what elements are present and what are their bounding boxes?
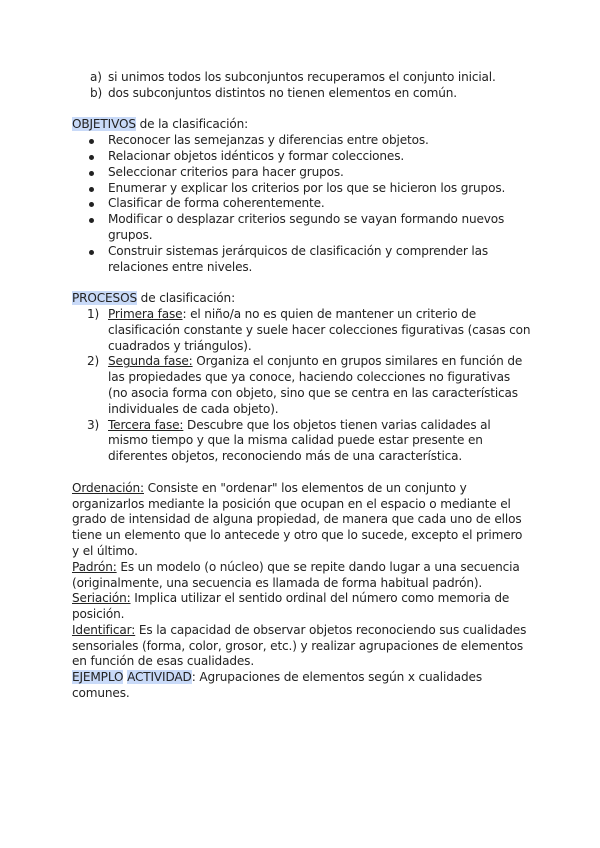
list-item-a [72, 70, 532, 86]
proceso-item-3: 3) Tercera fase: Descubre que los objetos tienen varias calidades al mismo tiempo y que la misma calidad puede estar presente en diferentes objetos, reconociendo más de una característica. [87, 417, 491, 464]
bullet-item: Modificar o desplazar criterios segundo se vayan formando nuevos grupos. [72, 212, 532, 244]
objetivos-heading: OBJETIVOS de la clasificación: [72, 117, 249, 132]
bullet-item: Clasificar de forma coherentemente. [72, 196, 532, 212]
procesos-heading: PROCESOS de clasificación: [72, 291, 235, 306]
list-text: dos subconjuntos distintos no tienen elementos en común. [108, 85, 457, 100]
bullet-item: Reconocer las semejanzas y diferencias entre objetos. [72, 133, 532, 149]
bullet-dot-icon [89, 171, 94, 176]
document-content [72, 70, 532, 702]
proceso-item-2: 2) Segunda fase: Organiza el conjunto en grupos similares en función de las propiedades que ya conoce, haciendo colecciones no figurativas (no asocia forma con objeto, sino que se centra en las características individuales de cada objeto). [87, 354, 523, 416]
bullet-dot-icon [89, 250, 94, 255]
definition-identificar: Identificar: Es la capacidad de observar objetos reconociendo sus cualidades sensoriales (forma, color, grosor, etc.) y realizar agrupaciones de elementos en función de esas cualidades. [72, 622, 527, 669]
proceso-term: Segunda fase: [108, 354, 193, 369]
objetivos-highlight: OBJETIVOS [72, 117, 136, 132]
definition-padron: Padrón: Es un modelo (o núcleo) que se repite dando lugar a una secuencia (originalmente, una secuencia es llamada de forma habitual padrón). [72, 559, 520, 590]
definition-term: Ordenación: [72, 480, 144, 495]
bullet-item: Construir sistemas jerárquicos de clasificación y comprender las relaciones entre niveles. [72, 244, 532, 276]
definition-ordenacion: Ordenación: Consiste en "ordenar" los elementos de un conjunto y organizarlos mediante la posición que ocupan en el espacio o mediante el grado de intensidad de alguna propiedad, de manera que cada uno de ellos tiene un elemento que lo antecede y otro que lo sucede, excepto el primero y el último. [72, 480, 523, 558]
list-text: si unimos todos los subconjuntos recuperamos el conjunto inicial. [108, 70, 496, 84]
proceso-item-1: 1) Primera fase: el niño/a no es quien de mantener un criterio de clasificación constante y suele hacer colecciones figurativas (casas con cuadrados y triángulos). [87, 306, 531, 353]
list-marker: b) [90, 85, 103, 100]
proceso-term: Primera fase [108, 306, 183, 321]
actividad-highlight: ACTIVIDAD [127, 670, 192, 685]
bullet-item: Relacionar objetos idénticos y formar colecciones. [72, 149, 532, 165]
bullet-item: Enumerar y explicar los criterios por los que se hicieron los grupos. [72, 181, 532, 197]
definition-term: Padrón: [72, 559, 117, 574]
ejemplo-actividad: EJEMPLO ACTIVIDAD: Agrupaciones de elementos según x cualidades comunes. [72, 670, 482, 701]
definition-seriacion: Seriación: Implica utilizar el sentido ordinal del número como memoria de posición. [72, 591, 510, 622]
bullet-dot-icon [89, 155, 94, 160]
list-item-b [72, 86, 532, 102]
proceso-term: Tercera fase: [108, 417, 184, 432]
bullet-dot-icon [89, 187, 94, 192]
ejemplo-highlight: EJEMPLO [72, 670, 124, 685]
definition-term: Seriación: [72, 591, 131, 606]
definition-term: Identificar: [72, 622, 136, 637]
list-marker: 1) [87, 306, 100, 321]
list-marker: 3) [87, 417, 100, 432]
list-marker: a) [90, 70, 102, 84]
list-marker: 2) [87, 354, 100, 369]
procesos-highlight: PROCESOS [72, 291, 137, 306]
bullet-item: Seleccionar criterios para hacer grupos. [72, 165, 532, 181]
